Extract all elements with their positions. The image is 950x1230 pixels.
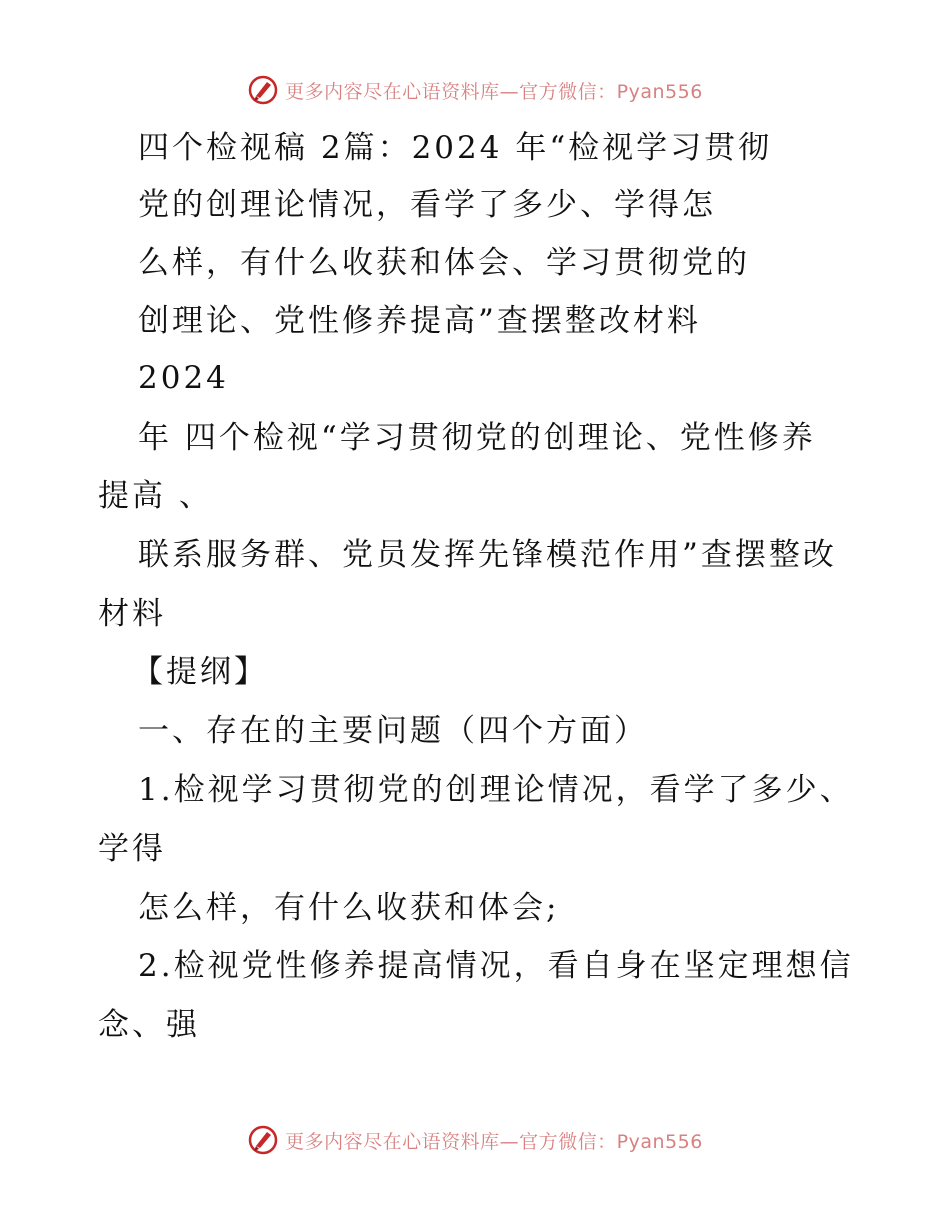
doc-subtitle-line-4: 材料 <box>98 596 166 632</box>
footer-watermark-text: 更多内容尽在心语资料库—官方微信：Pyan556 <box>285 1130 703 1153</box>
doc-title-line-4: 创理论、党性修养提高”查摆整改材料 <box>138 303 701 339</box>
doc-subtitle-line-1: 年 四个检视“学习贯彻党的创理论、党性修养 <box>138 420 816 456</box>
quill-logo-icon <box>247 74 279 106</box>
doc-title-line-2: 党的创理论情况，看学了多少、学得怎 <box>138 187 716 223</box>
doc-subtitle-line-3: 联系服务群、党员发挥先锋模范作用”查摆整改 <box>138 537 837 573</box>
header-watermark-banner <box>0 70 950 110</box>
doc-item-1-line-2: 学得 <box>98 831 166 867</box>
doc-outline-heading: 【提纲】 <box>132 654 268 690</box>
footer-watermark-banner <box>0 1120 950 1160</box>
doc-subtitle-line-2: 提高 、 <box>98 478 213 514</box>
doc-item-2-line-2: 念、强 <box>98 1007 200 1043</box>
doc-title-line-3: 么样，有什么收获和体会、学习贯彻党的 <box>138 245 750 281</box>
doc-section-heading: 一、存在的主要问题（四个方面） <box>138 713 648 749</box>
doc-line-year: 2024 <box>138 360 229 396</box>
doc-item-1-line-1: 1.检视学习贯彻党的创理论情况，看学了多少、 <box>138 772 854 808</box>
header-watermark-text: 更多内容尽在心语资料库—官方微信：Pyan556 <box>285 80 703 103</box>
doc-item-2-line-1: 2.检视党性修养提高情况，看自身在坚定理想信 <box>138 948 854 984</box>
doc-title-line-1: 四个检视稿 2篇：2024 年“检视学习贯彻 <box>138 130 773 166</box>
quill-logo-icon <box>247 1124 279 1156</box>
doc-item-1-line-3: 怎么样，有什么收获和体会; <box>138 890 560 926</box>
